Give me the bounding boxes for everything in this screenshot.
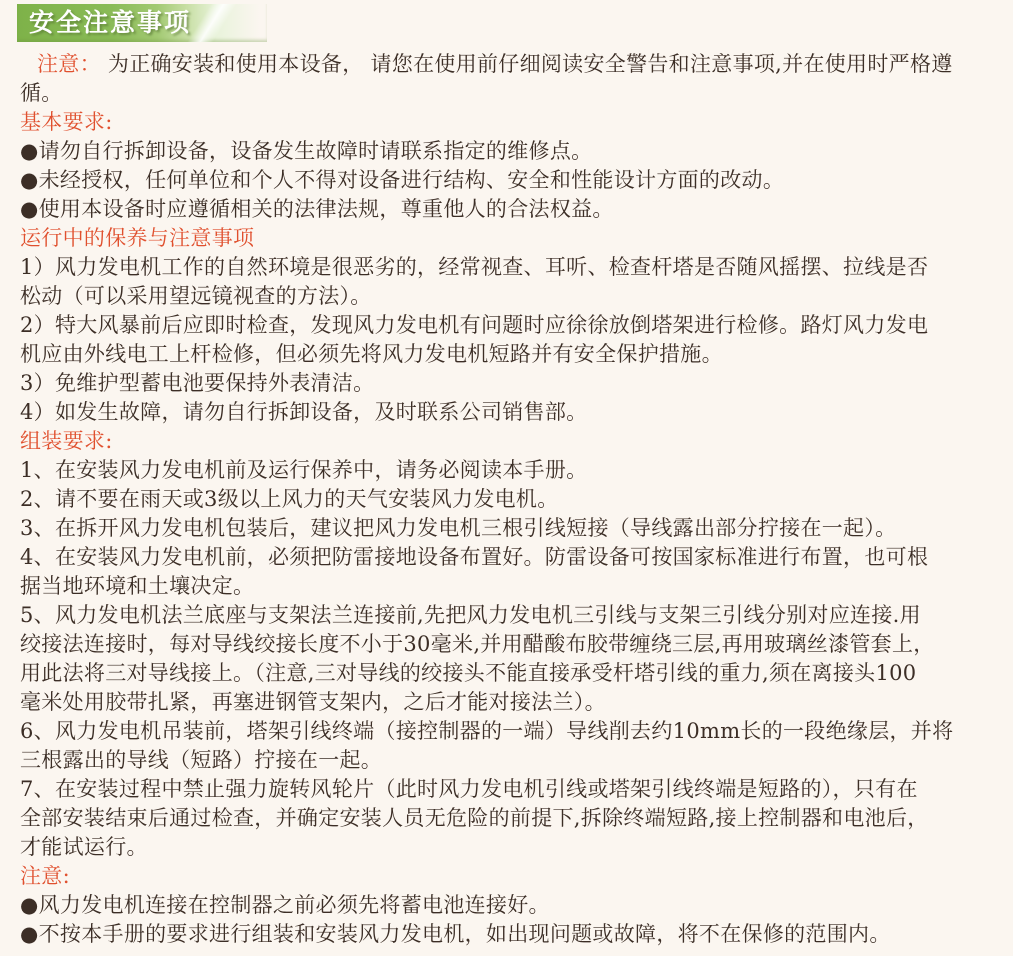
numbered-item-line: 4）如发生故障，请勿自行拆卸设备，及时联系公司销售部。 — [20, 400, 588, 424]
notice-text: 为正确安装和使用本设备， 请您在使用前仔细阅读安全警告和注意事项,并在使用时严格遵 — [107, 52, 953, 76]
notice-label: 注意： — [37, 52, 101, 76]
numbered-item-line: 绞接法连接时，每对导线绞接长度不小于30毫米,并用醋酸布胶带缠绕三层,再用玻璃丝漆管套上， — [20, 632, 935, 656]
numbered-item-line: 机应由外线电工上杆检修，但必须先将风力发电机短路并有安全保护措施。 — [20, 342, 723, 366]
notice-paragraph-line: 循。 — [20, 81, 63, 105]
section-heading-final-notice: 注意: — [20, 864, 70, 888]
numbered-item-line: 三根露出的导线（短路）拧接在一起。 — [20, 748, 383, 772]
section-banner — [17, 4, 267, 42]
section-heading-operation-maintenance: 运行中的保养与注意事项 — [20, 226, 255, 250]
bullet-item: ●请勿自行拆卸设备，设备发生故障时请联系指定的维修点。 — [20, 139, 593, 163]
numbered-item-line: 1、在安装风力发电机前及运行保养中，请务必阅读本手册。 — [20, 458, 588, 482]
bullet-item: ●使用本设备时应遵循相关的法律法规，尊重他人的合法权益。 — [20, 197, 614, 221]
bullet-item: ●不按本手册的要求进行组装和安装风力发电机，如出现问题或故障，将不在保修的范围内。 — [20, 922, 891, 946]
notice-paragraph-line — [20, 50, 995, 79]
bullet-item: ●风力发电机连接在控制器之前必须先将蓄电池连接好。 — [20, 893, 550, 917]
bullet-item: ●未经授权，任何单位和个人不得对设备进行结构、安全和性能设计方面的改动。 — [20, 168, 785, 192]
numbered-item-line: 7、在安装过程中禁止强力旋转风轮片（此时风力发电机引线或塔架引线终端是短路的），只有在 — [20, 777, 918, 801]
numbered-item-line: 据当地环境和土壤决定。 — [20, 574, 255, 598]
numbered-item-line: 2）特大风暴前后应即时检查，发现风力发电机有问题时应徐徐放倒塔架进行检修。路灯风力发电 — [20, 313, 929, 337]
numbered-item-line: 1）风力发电机工作的自然环境是很恶劣的，经常视查、耳听、检查杆塔是否随风摇摆、拉线是否 — [20, 255, 929, 279]
numbered-item-line: 3、在拆开风力发电机包装后，建议把风力发电机三根引线短接（导线露出部分拧接在一起）。 — [20, 516, 897, 540]
numbered-item-line: 毫米处用胶带扎紧，再塞进钢管支架内，之后才能对接法兰）。 — [20, 690, 606, 714]
numbered-item-line: 4、在安装风力发电机前，必须把防雷接地设备布置好。防雷设备可按国家标准进行布置，也可根 — [20, 545, 929, 569]
numbered-item-line: 2、请不要在雨天或3级以上风力的天气安装风力发电机。 — [20, 487, 559, 511]
numbered-item-line: 用此法将三对导线接上。（注意,三对导线的绞接头不能直接承受杆塔引线的重力,须在离接头100 — [20, 661, 917, 685]
numbered-item-line: 5、风力发电机法兰底座与支架法兰连接前,先把风力发电机三引线与支架三引线分别对应连接.用 — [20, 603, 921, 627]
numbered-item-line: 松动（可以采用望远镜视查的方法）。 — [20, 284, 372, 308]
page-title: 安全注意事项 — [29, 8, 192, 37]
numbered-item-line: 6、风力发电机吊装前，塔架引线终端（接控制器的一端）导线削去约10mm长的一段绝缘层，并将 — [20, 719, 954, 743]
section-heading-assembly-requirements: 组装要求: — [20, 429, 113, 453]
numbered-item-line: 全部安装结束后通过检查，并确定安装人员无危险的前提下,拆除终端短路,接上控制器和电池后， — [20, 806, 929, 830]
section-heading-basic-requirements: 基本要求: — [20, 110, 113, 134]
document-body — [20, 50, 995, 949]
numbered-item-line: 3）免维护型蓄电池要保持外表清洁。 — [20, 371, 375, 395]
numbered-item-line: 才能试运行。 — [20, 835, 148, 859]
